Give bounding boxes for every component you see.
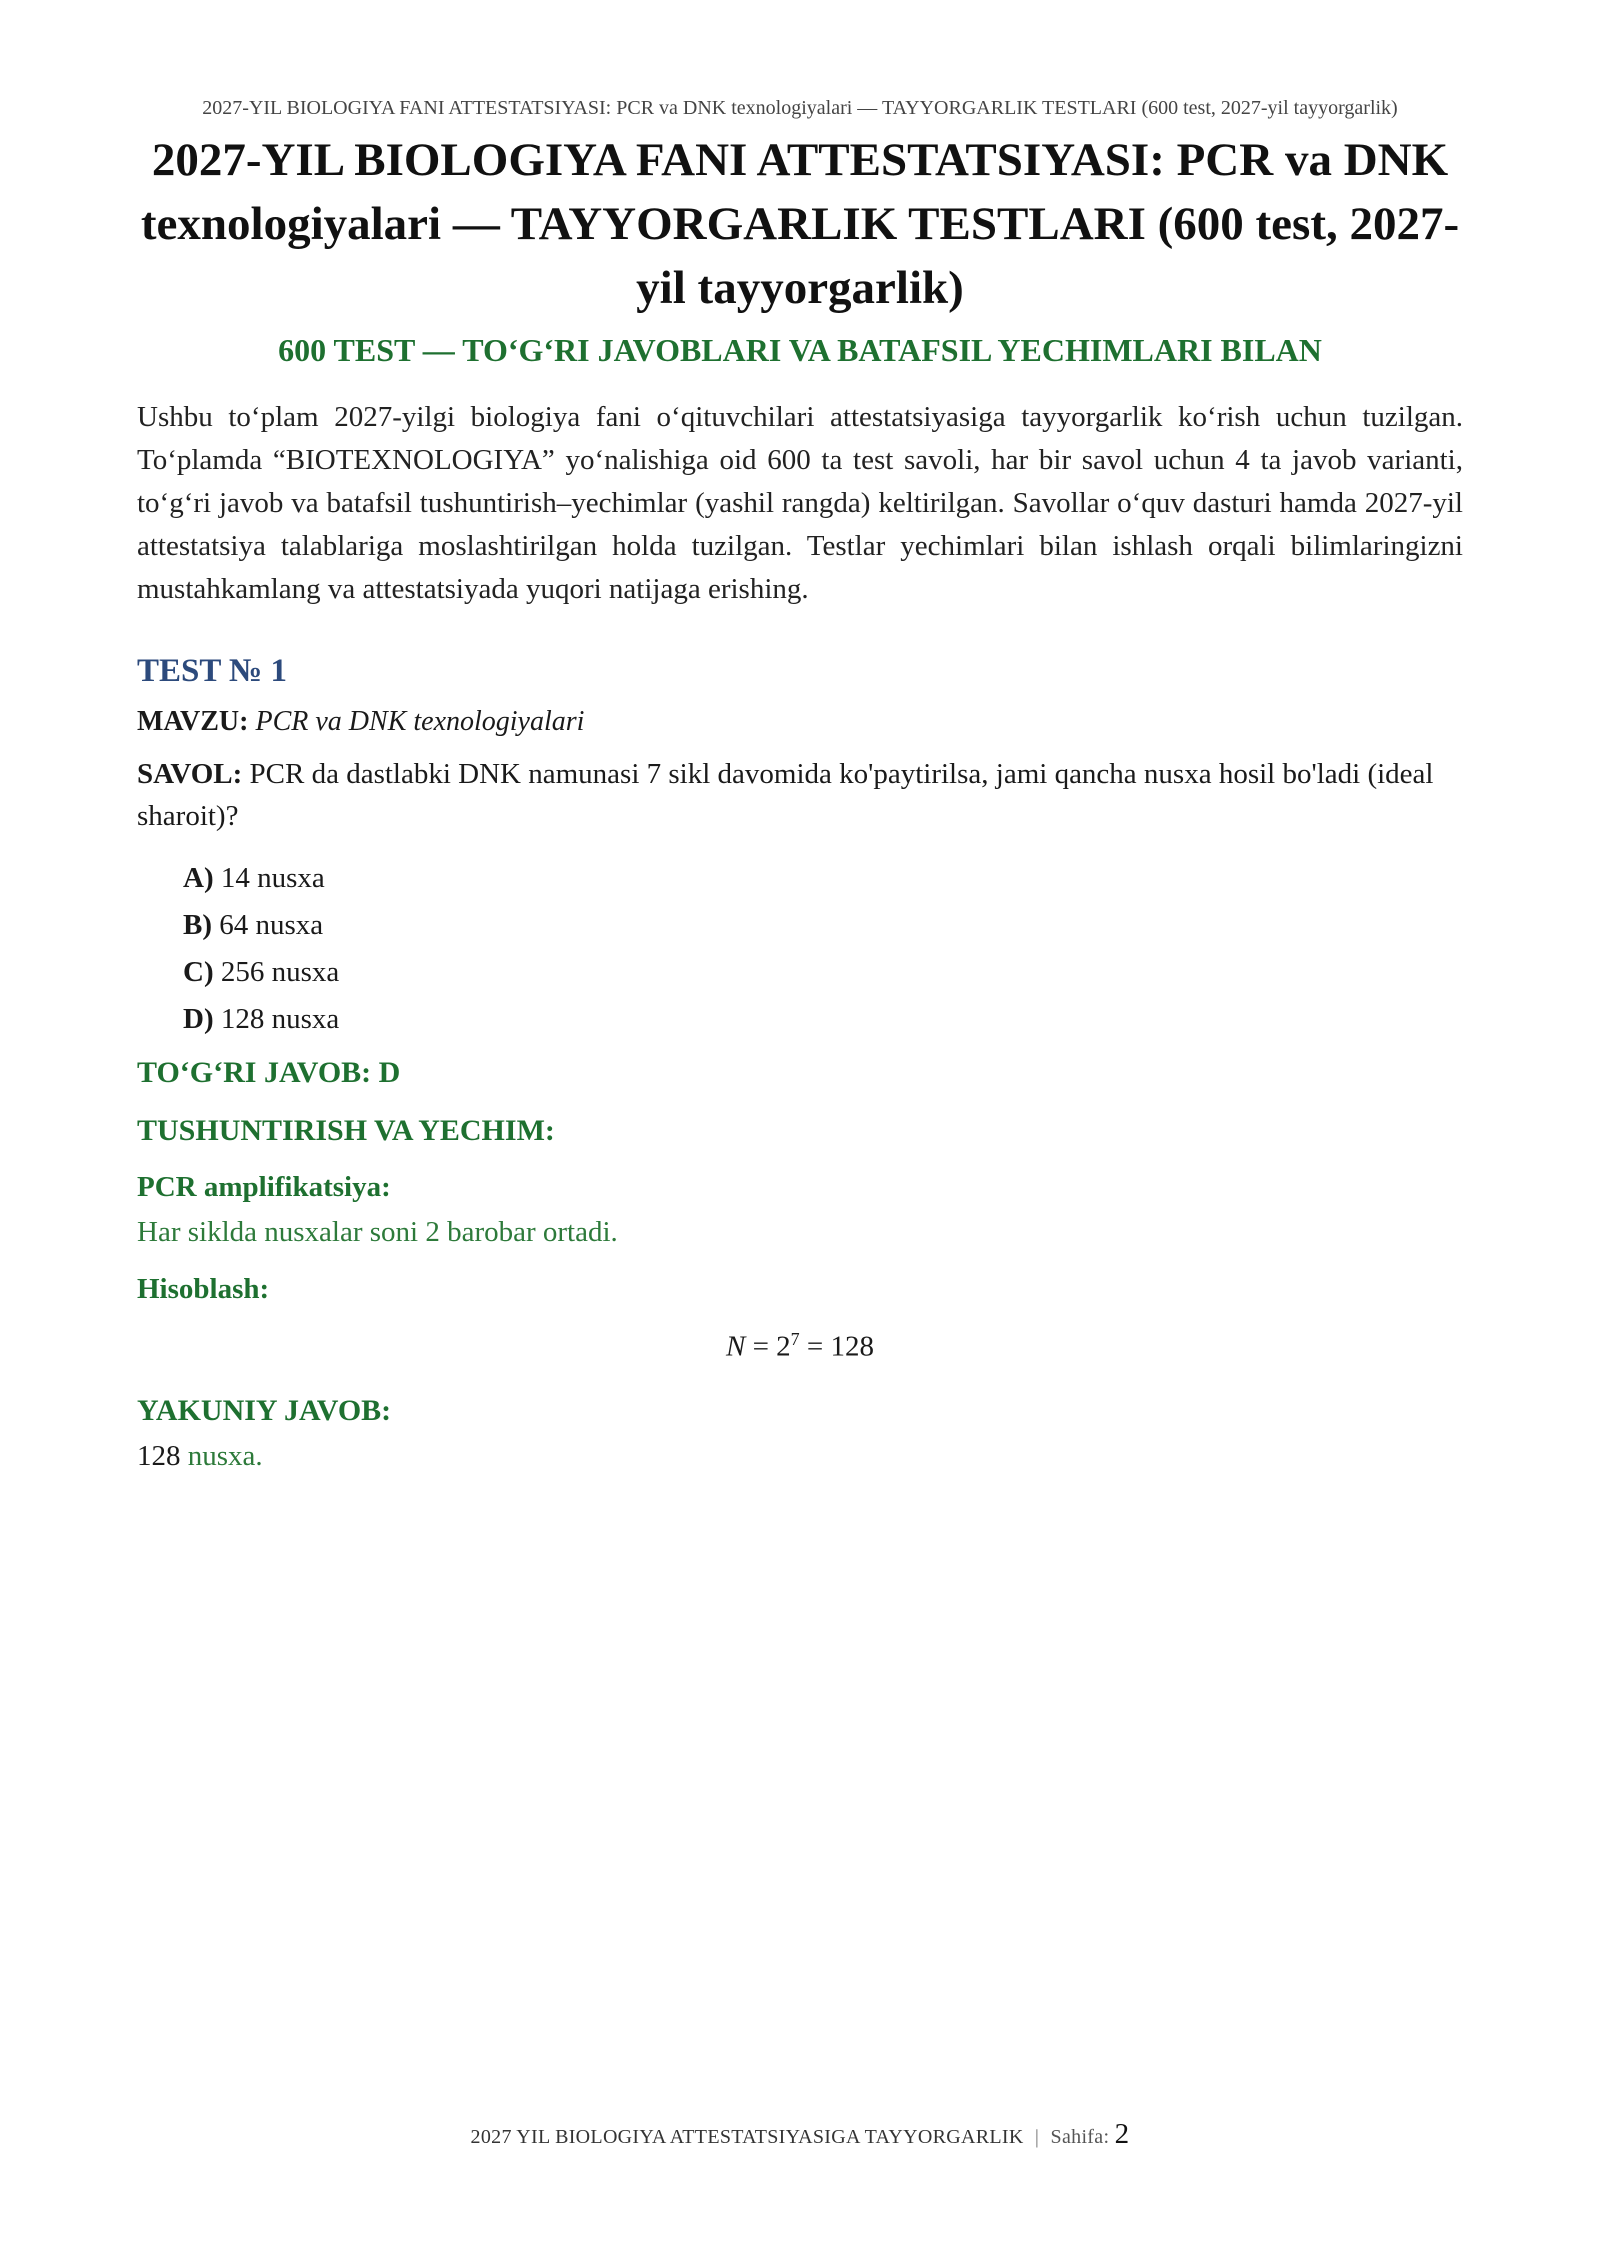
option-b <box>183 902 1463 949</box>
final-answer-unit: nusxa. <box>180 1439 263 1472</box>
intro-paragraph: Ushbu to‘plam 2027-yilgi biologiya fani o‘qituvchilari attestatsiyasiga tayyorgarlik ko‘rish uchun tuzilgan. To‘plamda “BIOTEXNOLOGIYA” yo‘nalishiga oid 600 ta test savoli, har bir savol uchun 4 ta javob varianti, to‘g‘ri javob va batafsil tushuntirish–yechimlar (yashil rangda) keltirilgan. Savollar o‘quv dasturi hamda 2027-yil attestatsiya talablariga moslashtirilgan holda tuzilgan. Testlar yechimlari bilan ishlash orqali bilimlaringizni mustahkamlang va attestatsiyada yuqori natijaga erishing. <box>137 401 1463 605</box>
topic-label: MAVZU: <box>137 706 249 737</box>
explanation-subheading-pcr: PCR amplifikatsiya: <box>137 1171 391 1203</box>
option-c <box>183 949 1463 996</box>
page-number: 2 <box>1114 2118 1130 2150</box>
option-letter: D) <box>183 1003 214 1035</box>
answer-options <box>137 855 1463 1043</box>
formula <box>137 1317 1463 1369</box>
page-footer <box>0 2118 1600 2151</box>
explanation-subheading-calc: Hisoblash: <box>137 1273 270 1305</box>
final-answer <box>137 1435 1463 1477</box>
option-text: 128 nusxa <box>220 1003 340 1035</box>
test-number-heading: TEST № 1 <box>137 653 287 689</box>
correct-answer: TO‘G‘RI JAVOB: D <box>137 1056 401 1089</box>
question-label: SAVOL: <box>137 758 243 790</box>
option-a <box>183 855 1463 902</box>
explanation-text: Har siklda nusxalar soni 2 barobar ortadi. <box>137 1216 618 1248</box>
question-block <box>137 753 1463 837</box>
footer-separator: | <box>1034 2126 1040 2148</box>
formula-result: = 128 <box>799 1330 875 1363</box>
final-answer-heading: YAKUNIY JAVOB: <box>137 1393 392 1427</box>
final-answer-value: 128 <box>137 1439 181 1472</box>
document-subtitle: 600 TEST — TO‘G‘RI JAVOBLARI VA BATAFSIL YECHIMLARI BILAN <box>278 332 1322 368</box>
document-page <box>137 96 1463 1477</box>
formula-exponent: 7 <box>790 1329 800 1349</box>
option-d <box>183 996 1463 1043</box>
document-title: 2027-YIL BIOLOGIYA FANI ATTESTATSIYASI: PCR va DNK texnologiyalari — TAYYORGARLIK TESTLARI (600 test, 2027-yil tayyorgarlik) <box>140 134 1460 314</box>
formula-base: = 2 <box>745 1330 791 1363</box>
formula-variable: N <box>725 1330 746 1363</box>
option-text: 256 nusxa <box>220 956 340 988</box>
question-text: PCR da dastlabki DNK namunasi 7 sikl davomida ko'paytirilsa, jami qancha nusxa hosil bo'ladi (ideal sharoit)? <box>137 758 1434 832</box>
page-label: Sahifa: <box>1050 2126 1110 2148</box>
option-text: 14 nusxa <box>220 862 325 894</box>
option-letter: B) <box>183 909 212 941</box>
running-header: 2027-YIL BIOLOGIYA FANI ATTESTATSIYASI: PCR va DNK texnologiyalari — TAYYORGARLIK TESTLARI (600 test, 2027-yil tayyorgarlik) <box>202 97 1398 119</box>
topic-value: PCR va DNK texnologiyalari <box>255 706 585 737</box>
topic-line <box>137 703 1463 741</box>
explanation-heading: TUSHUNTIRISH VA YECHIM: <box>137 1114 555 1147</box>
option-letter: A) <box>183 862 214 894</box>
footer-text: 2027 YIL BIOLOGIYA ATTESTATSIYASIGA TAYYORGARLIK <box>470 2126 1024 2148</box>
option-letter: C) <box>183 956 214 988</box>
option-text: 64 nusxa <box>219 909 324 941</box>
